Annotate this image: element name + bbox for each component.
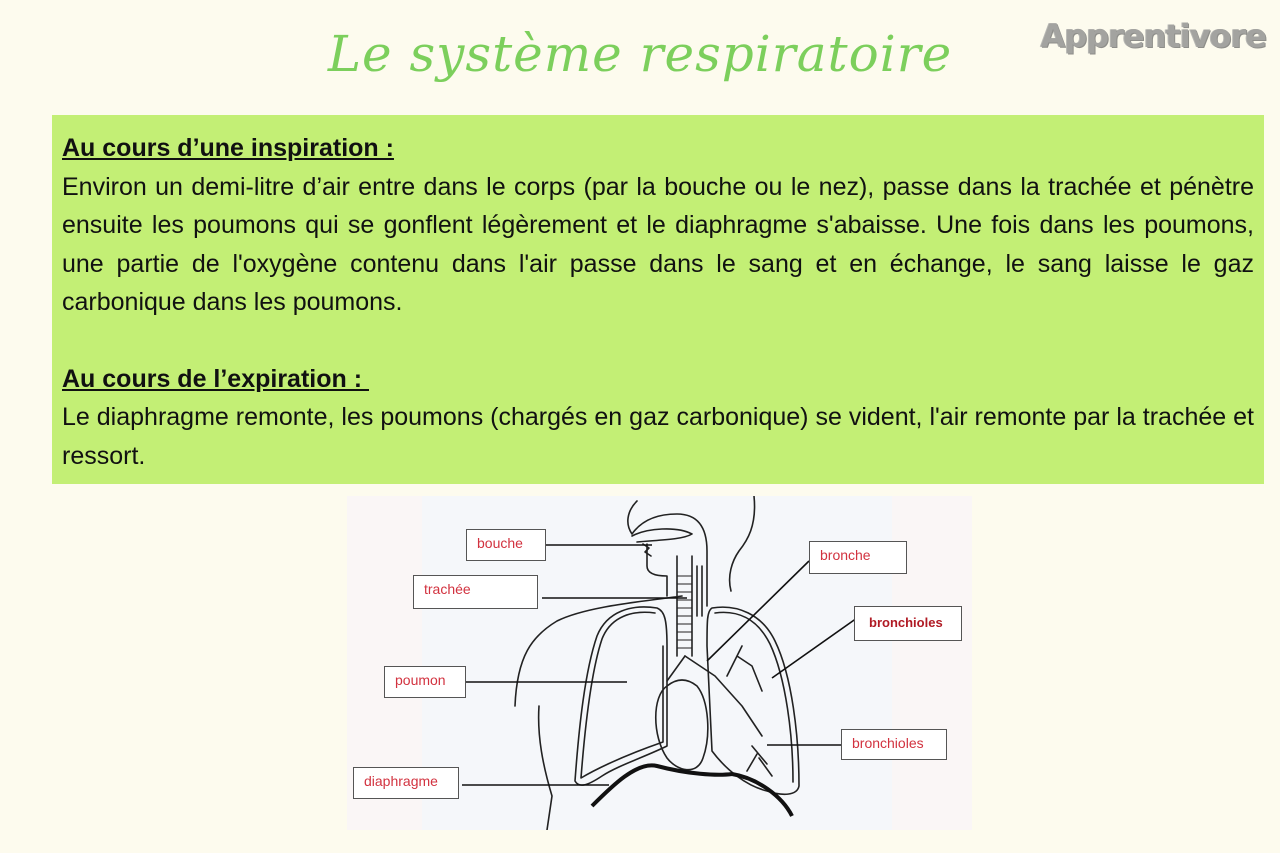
label-bronchioles-top: bronchioles [854,606,962,641]
label-bouche: bouche [466,529,546,561]
expiration-text: Le diaphragme remonte, les poumons (chargés en gaz carbonique) se vident, l'air remonte par la trachée et ressort. [62,403,1254,470]
inspiration-heading: Au cours d’une inspiration : [62,134,394,162]
apprentivore-logo: Apprentivore [1040,17,1266,55]
label-diaphragme: diaphragme [353,767,459,799]
label-trachee: trachée [413,575,538,609]
inspiration-text: Environ un demi-litre d’air entre dans le corps (par la bouche ou le nez), passe dans la trachée et pénètre ensuite les poumons qui se gonflent légèrement et le diaphragme s'abaisse. Une fois dans les poumons, une partie de l'oxygène contenu dans l'air passe dans le sang et en échange, le sang laisse le gaz carbonique dans les poumons. [62,172,1254,316]
respiratory-system-diagram [347,496,972,830]
label-bronche: bronche [809,541,907,574]
page-title: Le système respiratoire [327,25,953,83]
expiration-heading: Au cours de l’expiration : [62,364,369,393]
label-bronchioles-bottom: bronchioles [841,729,947,760]
label-poumon: poumon [384,666,466,698]
section-spacer [62,322,1254,360]
explanation-box [52,115,1264,484]
